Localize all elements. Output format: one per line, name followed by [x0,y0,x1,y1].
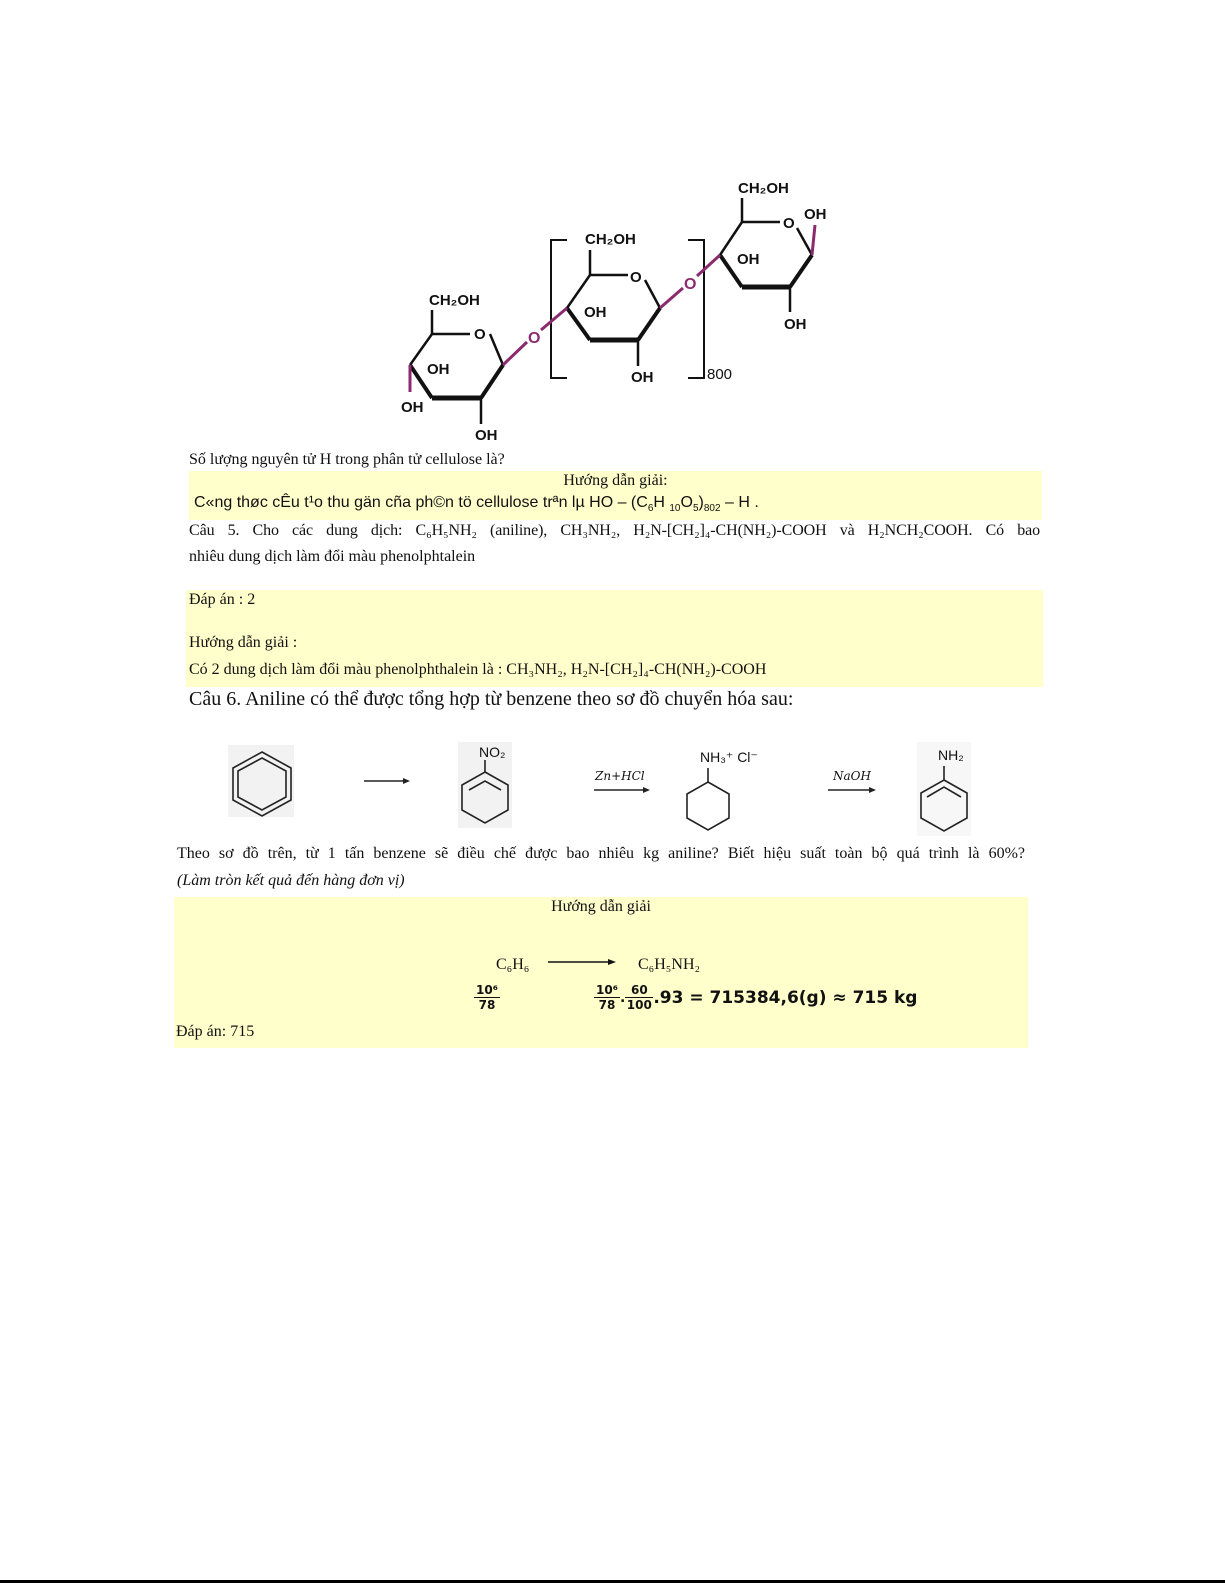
bridge-oxygen-1: O [528,330,541,347]
yield-numerator: 60 [630,983,648,997]
product-mass-calculation: 10⁶ 78 . 60 100 .93 = 715384,6(g) ≈ 715 kg [594,983,917,1012]
q5-text-line2: nhiêu dung dịch làm đổi màu phenolphtalein [189,548,476,565]
repeat-count: 800 [707,366,733,383]
oh-label: OH [475,427,498,444]
cellulose-structure [395,170,845,450]
q6-question-line1: Theo sơ đồ trên, từ 1 tấn benzene sẽ điều chế được bao nhiêu kg aniline? Biết hiệu suất toàn bộ quá trình là 60%? [177,845,1025,862]
q6-answer: Đáp án: 715 [176,1023,255,1040]
cellulose-question: Số lượng nguyên tử H trong phân tử cellulose là? [189,451,505,468]
cellulose-guide-title: Hướng dẫn giải: [563,472,668,489]
reactant-moles-fraction [474,983,500,1012]
aniline-synthesis-scheme [220,738,980,838]
cellulose-guide-text: C«ng thøc cÊu t¹o thu gän cña ph©n tö cellulose trªn lµ HO – ($C_6H$ $_{10}O_5)_{802}$ – H . [194,494,759,515]
bridge-oxygen-2: O [684,276,697,293]
ch2oh-label-2: CH₂OH [585,231,636,248]
ring-oxygen-3: O [783,215,795,232]
q6-question-line2: (Làm tròn kết quả đến hàng đơn vị) [177,872,405,889]
q5-text-line1: Câu 5. Cho các dung dịch: C₆H₅NH₂ (aniline), CH₃NH₂, H₂N-[CH₂]₄-CH(NH₂)-COOH và H₂NCH₂COOH. Có bao [189,522,1040,539]
oh-label: OH [784,316,807,333]
oh-label: OH [427,361,450,378]
reagent-zn-hcl: Zn+HCl [595,769,645,783]
product-formula: C₆H₅NH₂ [638,956,701,973]
calc-result: .93 = 715384,6(g) ≈ 715 kg [653,987,918,1008]
fraction-numerator: 10⁶ [596,983,618,997]
fraction-denominator: 78 [598,998,616,1012]
oh-label: OH [631,369,654,386]
reagent-naoh: NaOH [833,769,871,783]
ring-oxygen-1: O [474,326,486,343]
ring-oxygen-2: O [630,269,642,286]
oh-label: OH [584,304,607,321]
ch2oh-label-3: CH₂OH [738,180,789,197]
yield-denominator: 100 [626,998,652,1012]
reactant-formula: C₆H₆ [496,956,530,973]
reaction-arrow-icon [546,955,618,969]
fraction-numerator: 10⁶ [476,983,498,997]
q6-title: Câu 6. Aniline có thể được tổng hợp từ benzene theo sơ đồ chuyển hóa sau: [189,688,794,710]
fraction-denominator: 78 [478,998,496,1012]
q6-guide-title: Hướng dẫn giải [551,898,651,915]
nitro-group-label: NO₂ [479,744,506,760]
ch2oh-label-1: CH₂OH [429,292,480,309]
oh-label: OH [804,206,827,223]
q5-guide-text: Có 2 dung dịch làm đổi màu phenolphthalein là : CH₃NH₂, H₂N-[CH₂]₄-CH(NH₂)-COOH [189,661,767,678]
q5-answer: Đáp án : 2 [189,591,256,608]
q6-guide-box [174,897,1028,1048]
oh-label: OH [737,251,760,268]
q5-guide-title: Hướng dẫn giải : [189,634,298,651]
anilinium-label: NH₃⁺ Cl⁻ [700,749,758,765]
oh-label: OH [401,399,424,416]
amino-group-label: NH₂ [938,747,964,763]
page-bottom-rule [0,1580,1225,1583]
